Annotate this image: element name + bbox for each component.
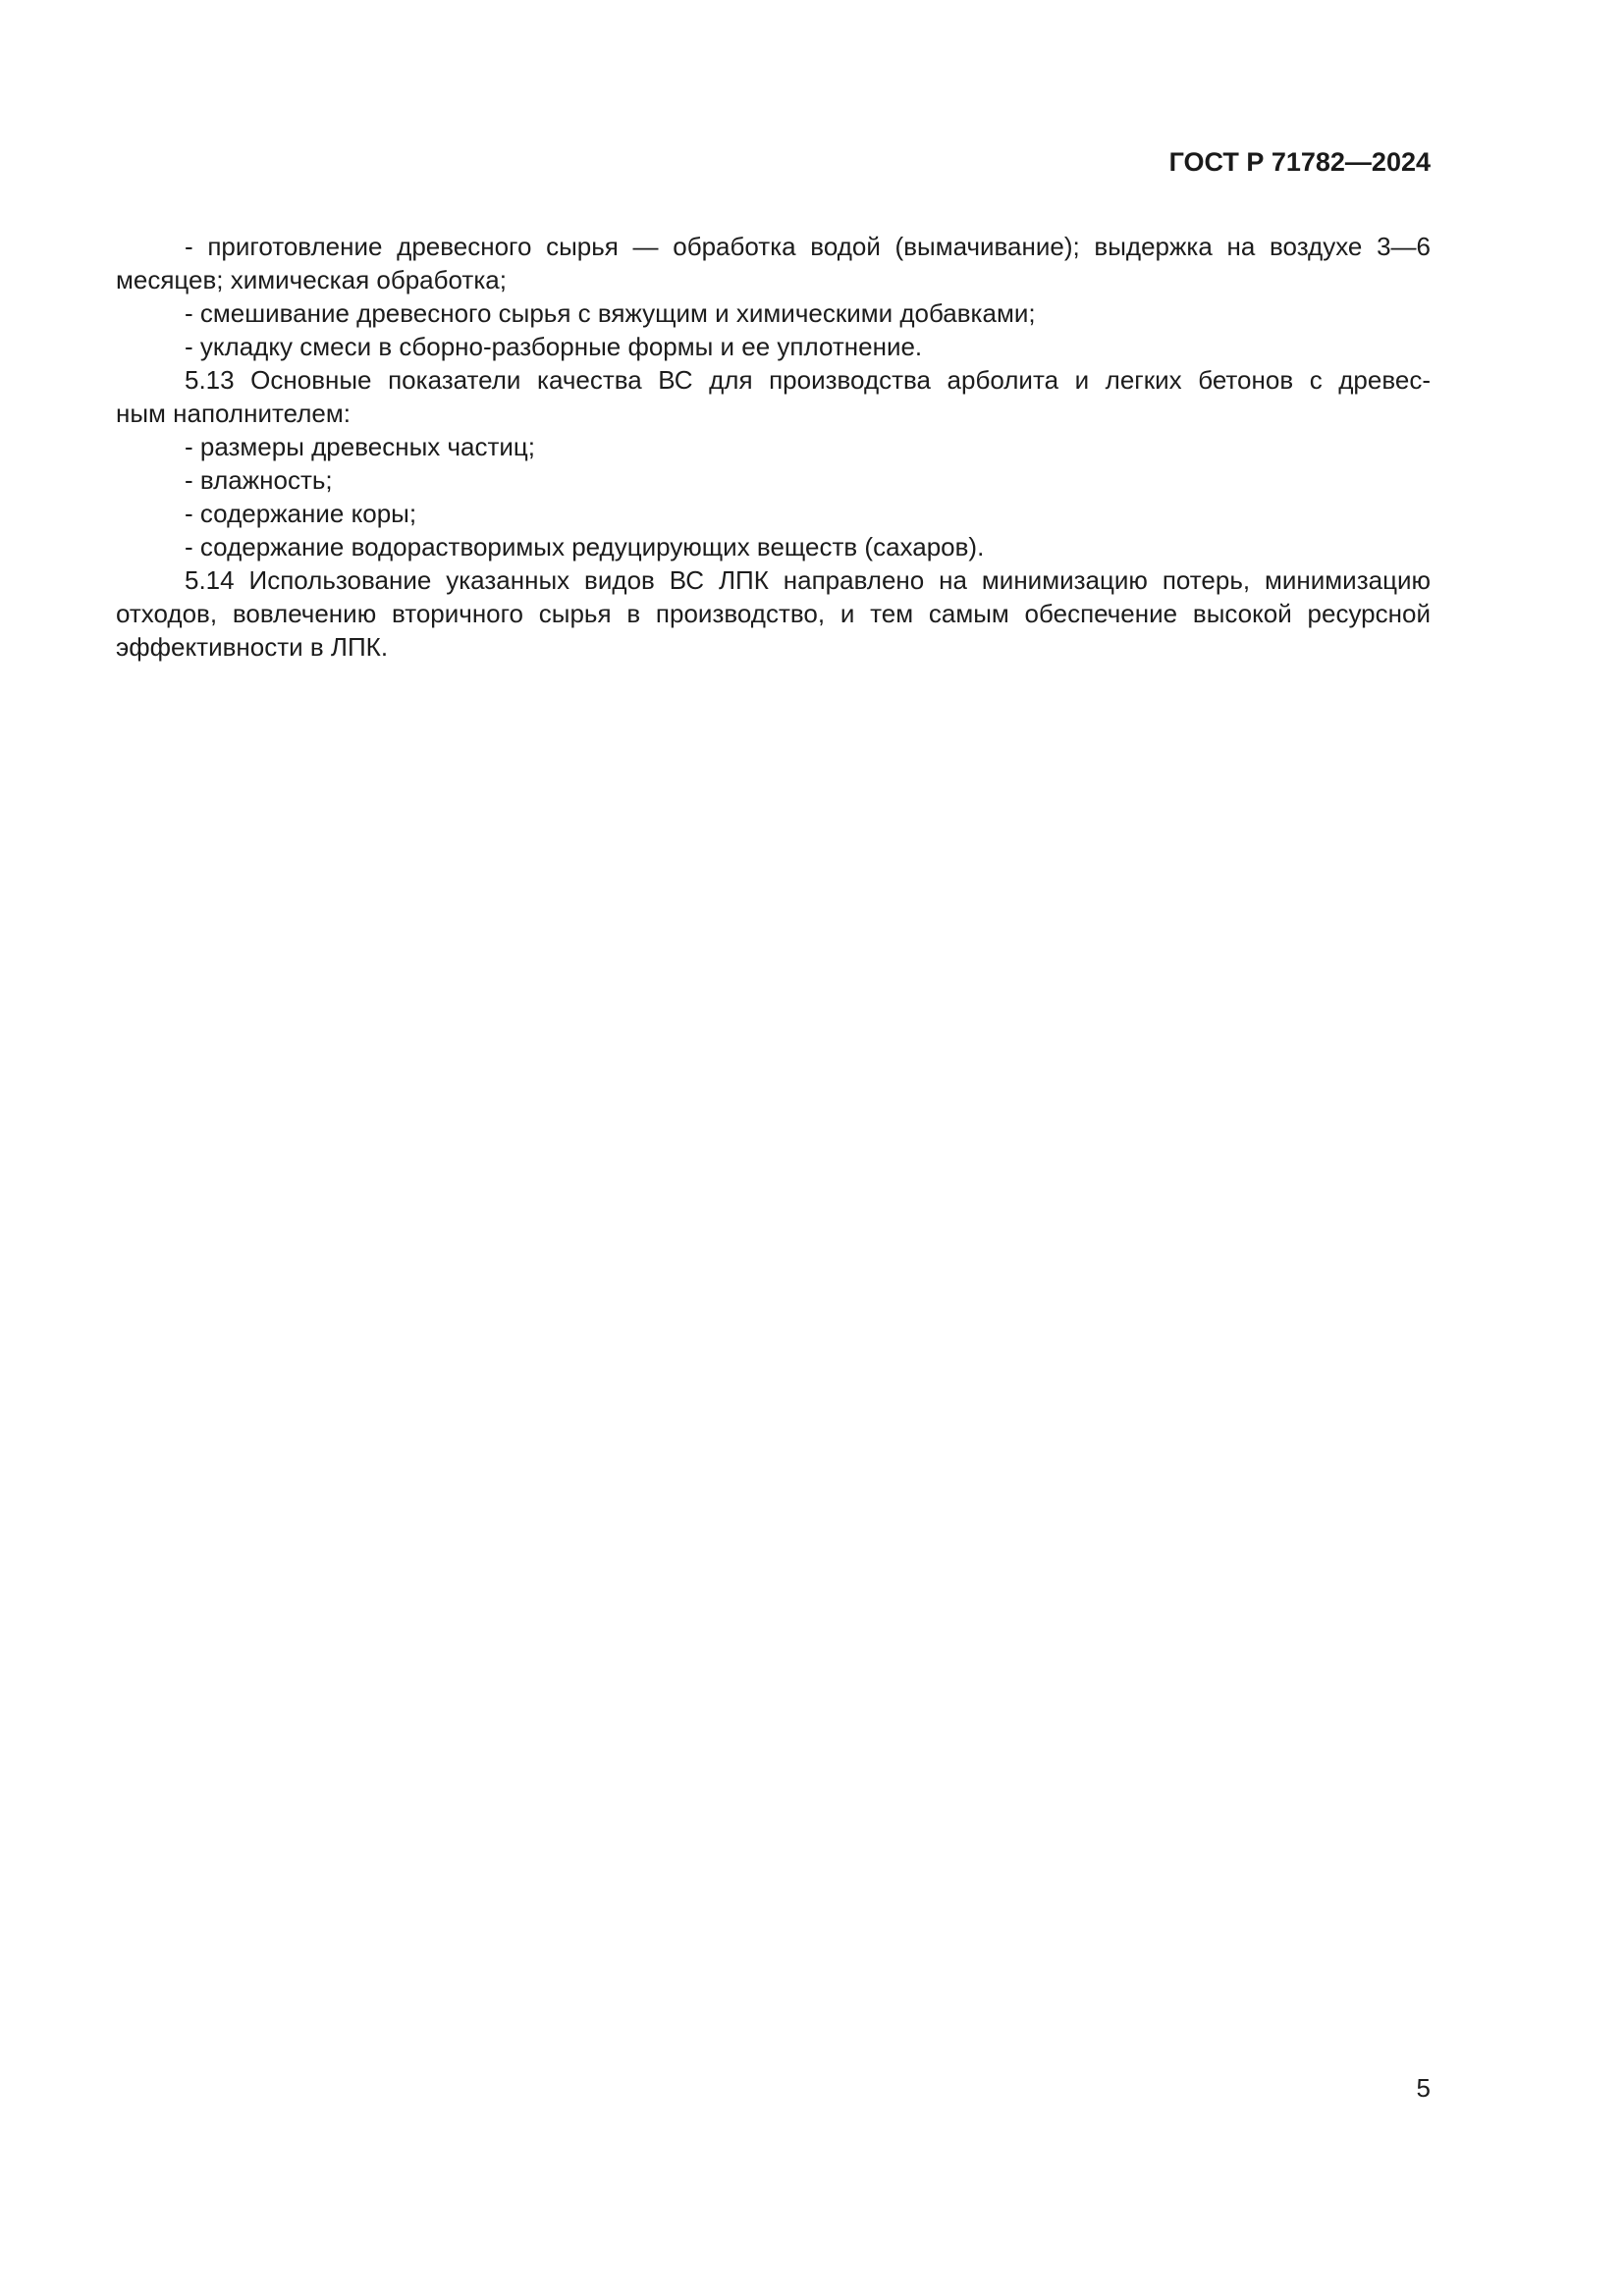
text-line: - содержание коры; [185,499,417,528]
text-line: эффективности в ЛПК. [116,632,389,662]
document-body [116,230,1431,664]
text-line: 5.14 Использование указанных видов ВС ЛПК направлено на минимизацию потерь, минимизацию [185,565,1431,595]
text-line: - влажность; [185,465,333,495]
text-line: - размеры древесных частиц; [185,432,536,461]
text-line: - приготовление древесного сырья — обработка водой (вымачивание); выдержка на воздухе 3—6 [185,232,1431,261]
page-header [116,145,1431,179]
text-line: - содержание водорастворимых редуцирующих веществ (сахаров). [185,532,985,561]
text-line: - укладку смеси в сборно-разборные формы и ее уплотнение. [185,332,923,361]
text-line: ным наполнителем: [116,399,351,428]
page-number: 5 [1416,2073,1431,2103]
text-line: 5.13 Основные показатели качества ВС для производства арболита и легких бетонов с древес- [185,365,1431,395]
document-code: ГОСТ Р 71782—2024 [1168,147,1431,177]
text-line: месяцев; химическая обработка; [116,265,507,294]
page-footer [116,2071,1431,2105]
text-line: отходов, вовлечению вторичного сырья в производство, и тем самым обеспечение высокой ресурсной [116,599,1431,628]
text-line: - смешивание древесного сырья с вяжущим и химическими добавками; [185,298,1036,328]
